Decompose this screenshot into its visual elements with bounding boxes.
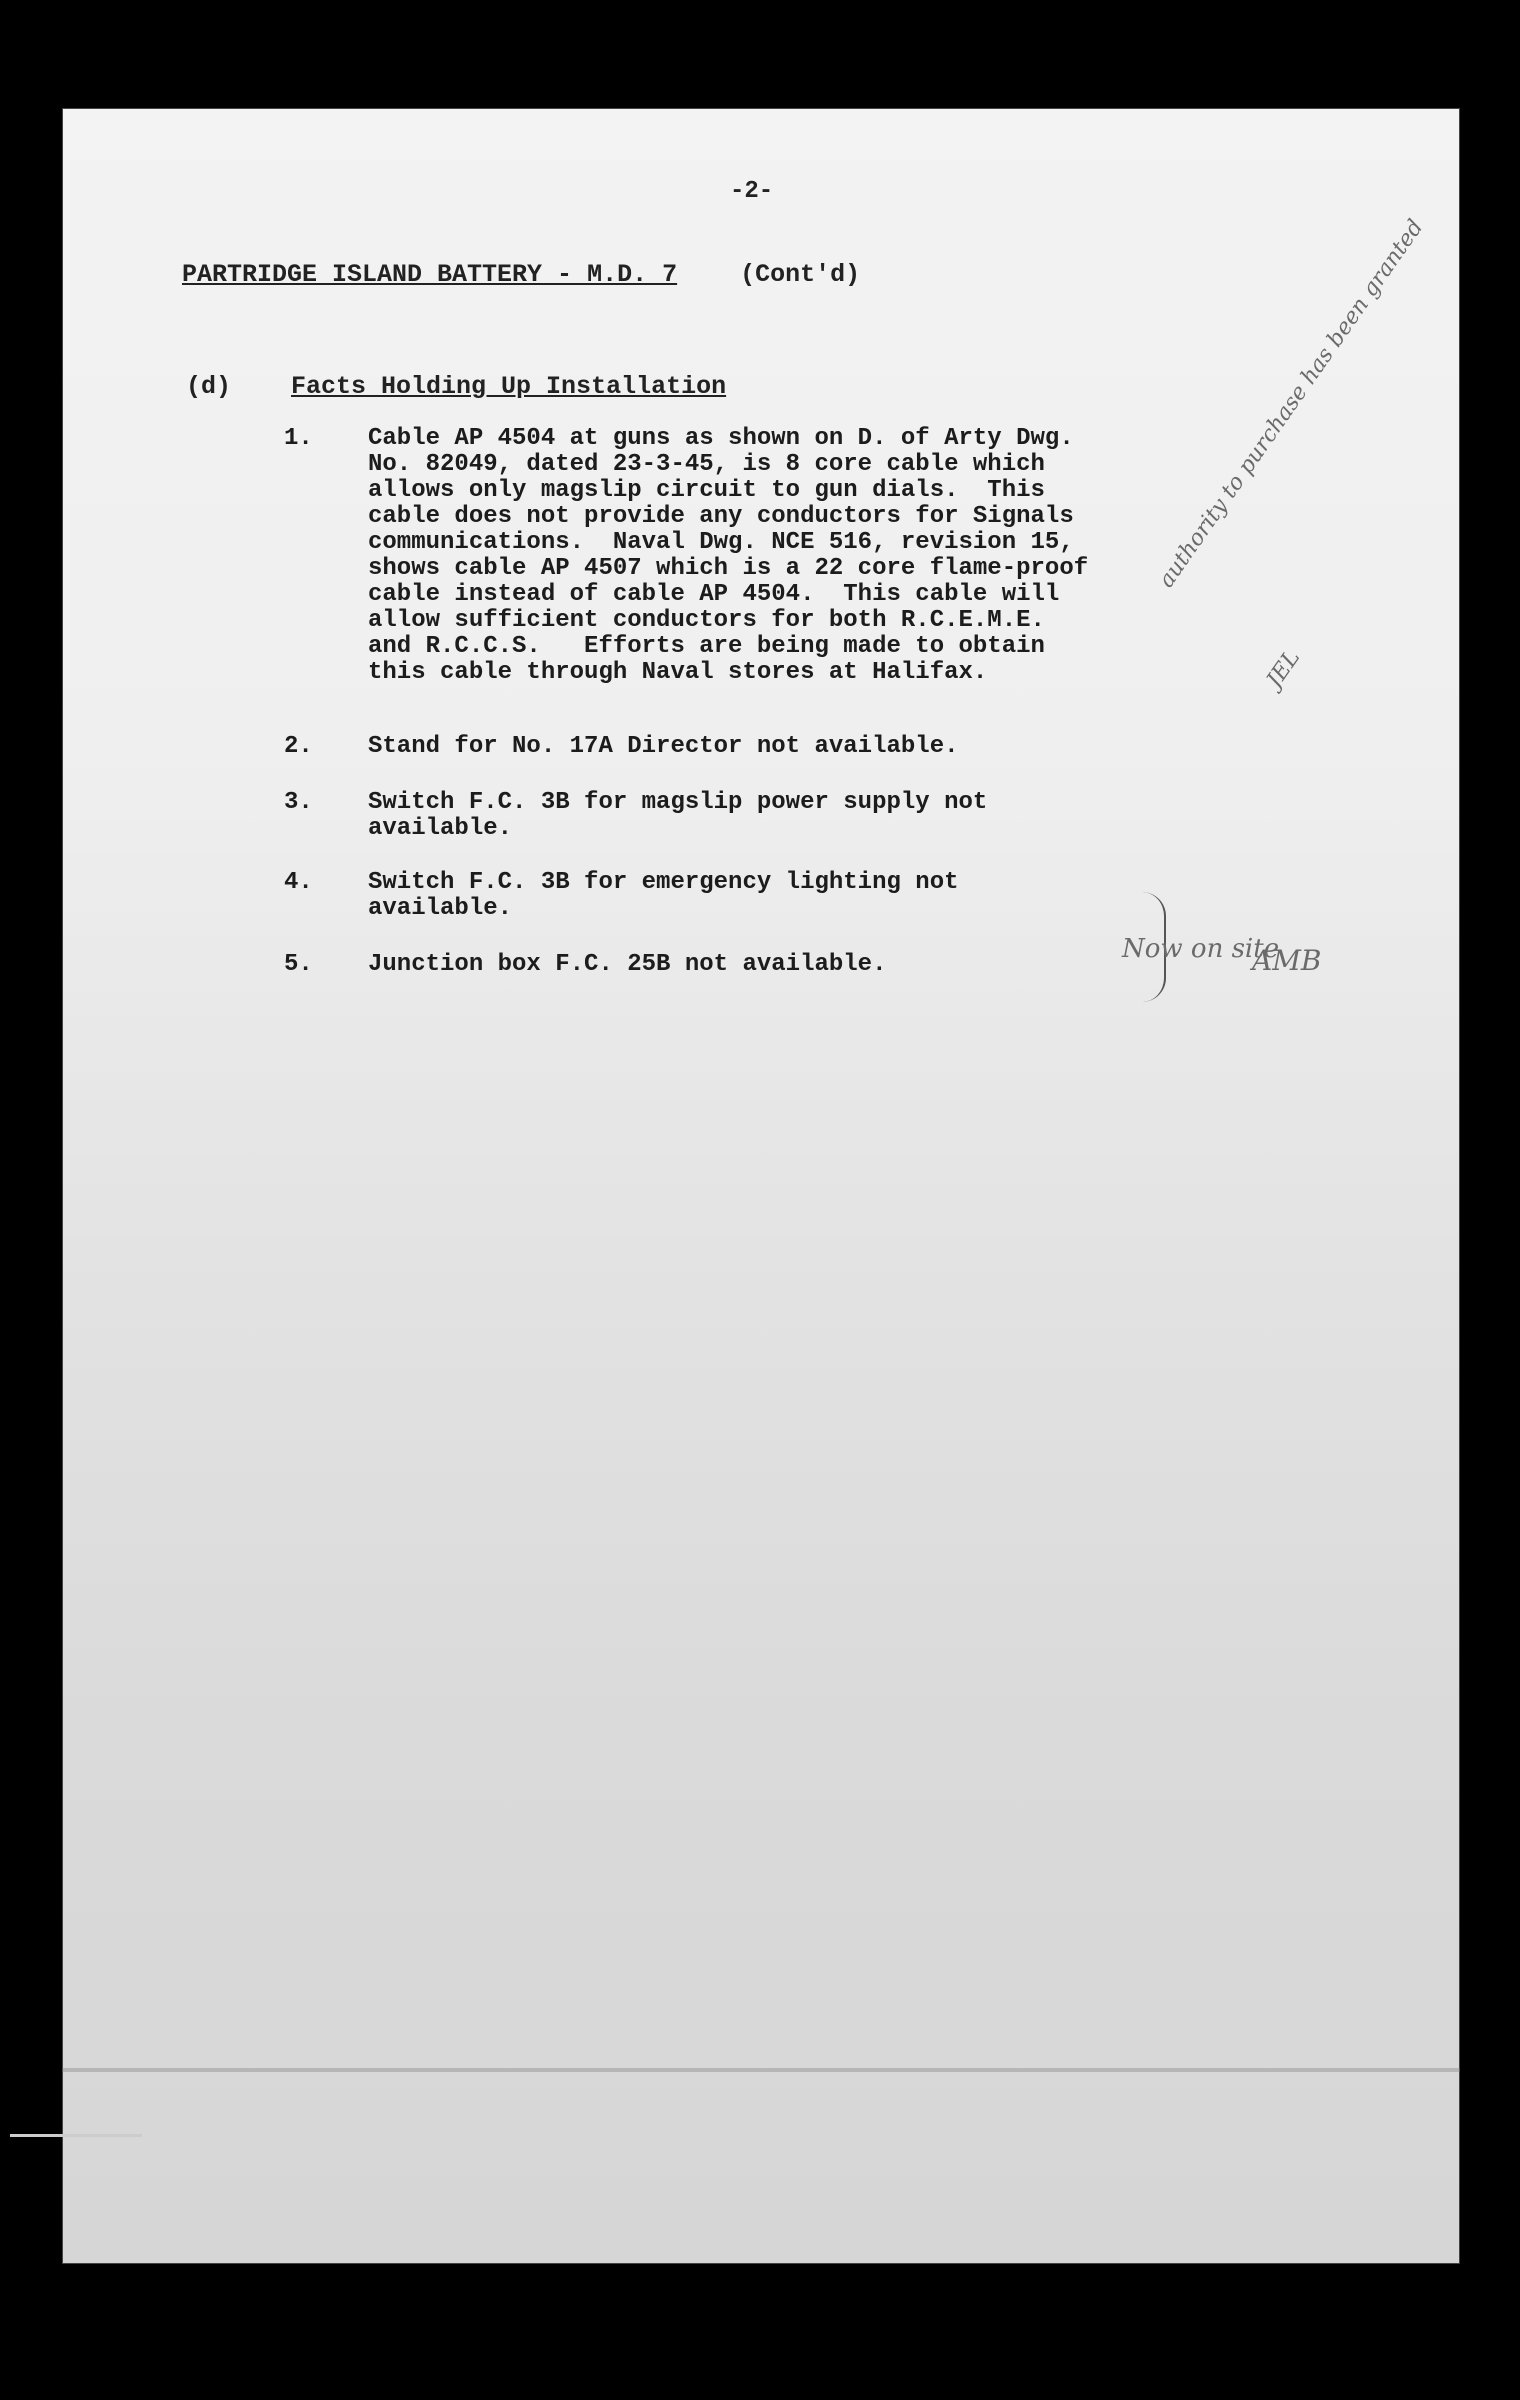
list-item-number: 3.	[284, 789, 313, 816]
heading-title: PARTRIDGE ISLAND BATTERY - M.D. 7	[182, 260, 678, 289]
list-item-number: 5.	[284, 951, 313, 978]
document-page	[62, 108, 1460, 2264]
list-item-text: Switch F.C. 3B for emergency lighting not available.	[368, 869, 959, 922]
list-item-number: 4.	[284, 869, 313, 896]
section-heading	[186, 372, 726, 401]
list-item-text: Switch F.C. 3B for magslip power supply not available.	[368, 789, 988, 842]
handwritten-initials: AMB	[1252, 944, 1322, 977]
list-item-text: Cable AP 4504 at guns as shown on D. of Arty Dwg. No. 82049, dated 23-3-45, is 8 core cable which allows only magslip circuit to gun dials. This cable does not provide any conductors for Signals communications. Naval Dwg. NCE 516, revision 15, shows cable AP 4507 which is a 22 core flame-proof cable instead of cable AP 4504. This cable will allow sufficient conductors for both R.C.E.M.E. and R.C.C.S. Efforts are being made to obtain this cable through Naval stores at Halifax.	[368, 425, 1089, 686]
section-label: (d)	[186, 372, 232, 401]
list-item-number: 2.	[284, 733, 313, 760]
page-number: -2-	[730, 178, 774, 205]
list-item-number: 1.	[284, 425, 313, 452]
scan-edge-mark	[10, 2134, 142, 2137]
handwritten-note-on-site: Now on site	[1122, 934, 1280, 964]
section-title: Facts Holding Up Installation	[291, 372, 727, 401]
heading-continued: (Cont'd)	[740, 260, 861, 289]
list-item-text: Junction box F.C. 25B not available.	[368, 951, 887, 978]
document-heading	[182, 260, 860, 289]
list-item-text: Stand for No. 17A Director not available.	[368, 733, 959, 760]
handwritten-note-authority: authority to purchase has been granted	[1154, 215, 1429, 593]
handwritten-initials: JEL	[1262, 645, 1306, 693]
